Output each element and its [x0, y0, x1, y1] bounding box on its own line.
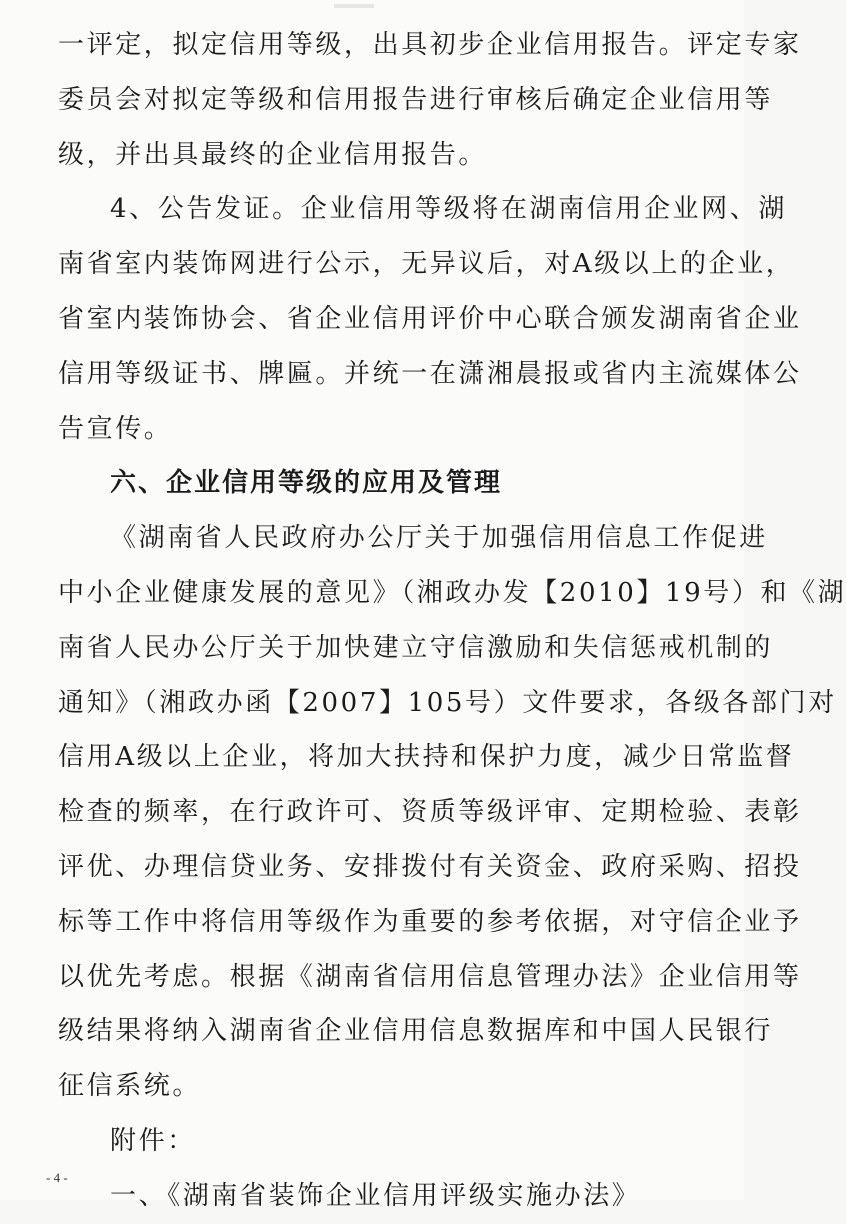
body-line: 通知》（湘政办函【2007】105号）文件要求，各级各部门对	[58, 687, 837, 718]
body-line: 评优、办理信贷业务、安排拨付有关资金、政府采购、招投	[58, 851, 802, 882]
body-line: 信用等级证书、牌匾。并统一在潇湘晨报或省内主流媒体公	[58, 358, 802, 389]
body-line: 级，并出具最终的企业信用报告。	[58, 139, 488, 170]
body-line: 一评定，拟定信用等级，出具初步企业信用报告。评定专家	[58, 30, 802, 60]
attachment-item: 一、《湖南省装饰企业信用评级实施办法》	[110, 1180, 641, 1211]
page-number: - 4 -	[46, 1170, 68, 1185]
attachment-label: 附件：	[110, 1125, 196, 1156]
body-line: 检查的频率，在行政许可、资质等级评审、定期检验、表彰	[58, 797, 802, 828]
section-heading: 六、企业信用等级的应用及管理	[110, 468, 503, 499]
body-line: 征信系统。	[58, 1071, 202, 1102]
body-line: 级结果将纳入湖南省企业信用信息数据库和中国人民银行	[58, 1016, 774, 1047]
body-line: 南省人民办公厅关于加快建立守信激励和失信惩戒机制的	[58, 632, 774, 663]
body-line: 省室内装饰协会、省企业信用评价中心联合颁发湖南省企业	[58, 303, 802, 334]
body-line: 《湖南省人民政府办公厅关于加强信用信息工作促进	[110, 523, 768, 554]
scan-artifact	[334, 4, 374, 8]
body-line: 4、公告发证。企业信用等级将在湖南信用企业网、湖	[110, 194, 787, 225]
body-line: 中小企业健康发展的意见》（湘政办发【2010】19号）和《湖	[58, 577, 846, 608]
body-line: 南省室内装饰网进行公示，无异议后，对A级以上的企业，	[58, 249, 795, 280]
body-line: 委员会对拟定等级和信用报告进行审核后确定企业信用等	[58, 84, 774, 115]
body-line: 信用A级以上企业，将加大扶持和保护力度，减少日常监督	[58, 742, 795, 773]
body-line: 以优先考虑。根据《湖南省信用信息管理办法》企业信用等	[58, 961, 802, 992]
body-line: 告宣传。	[58, 413, 173, 444]
document-body	[58, 18, 846, 1224]
body-line: 标等工作中将信用等级作为重要的参考依据，对守信企业予	[58, 906, 802, 937]
